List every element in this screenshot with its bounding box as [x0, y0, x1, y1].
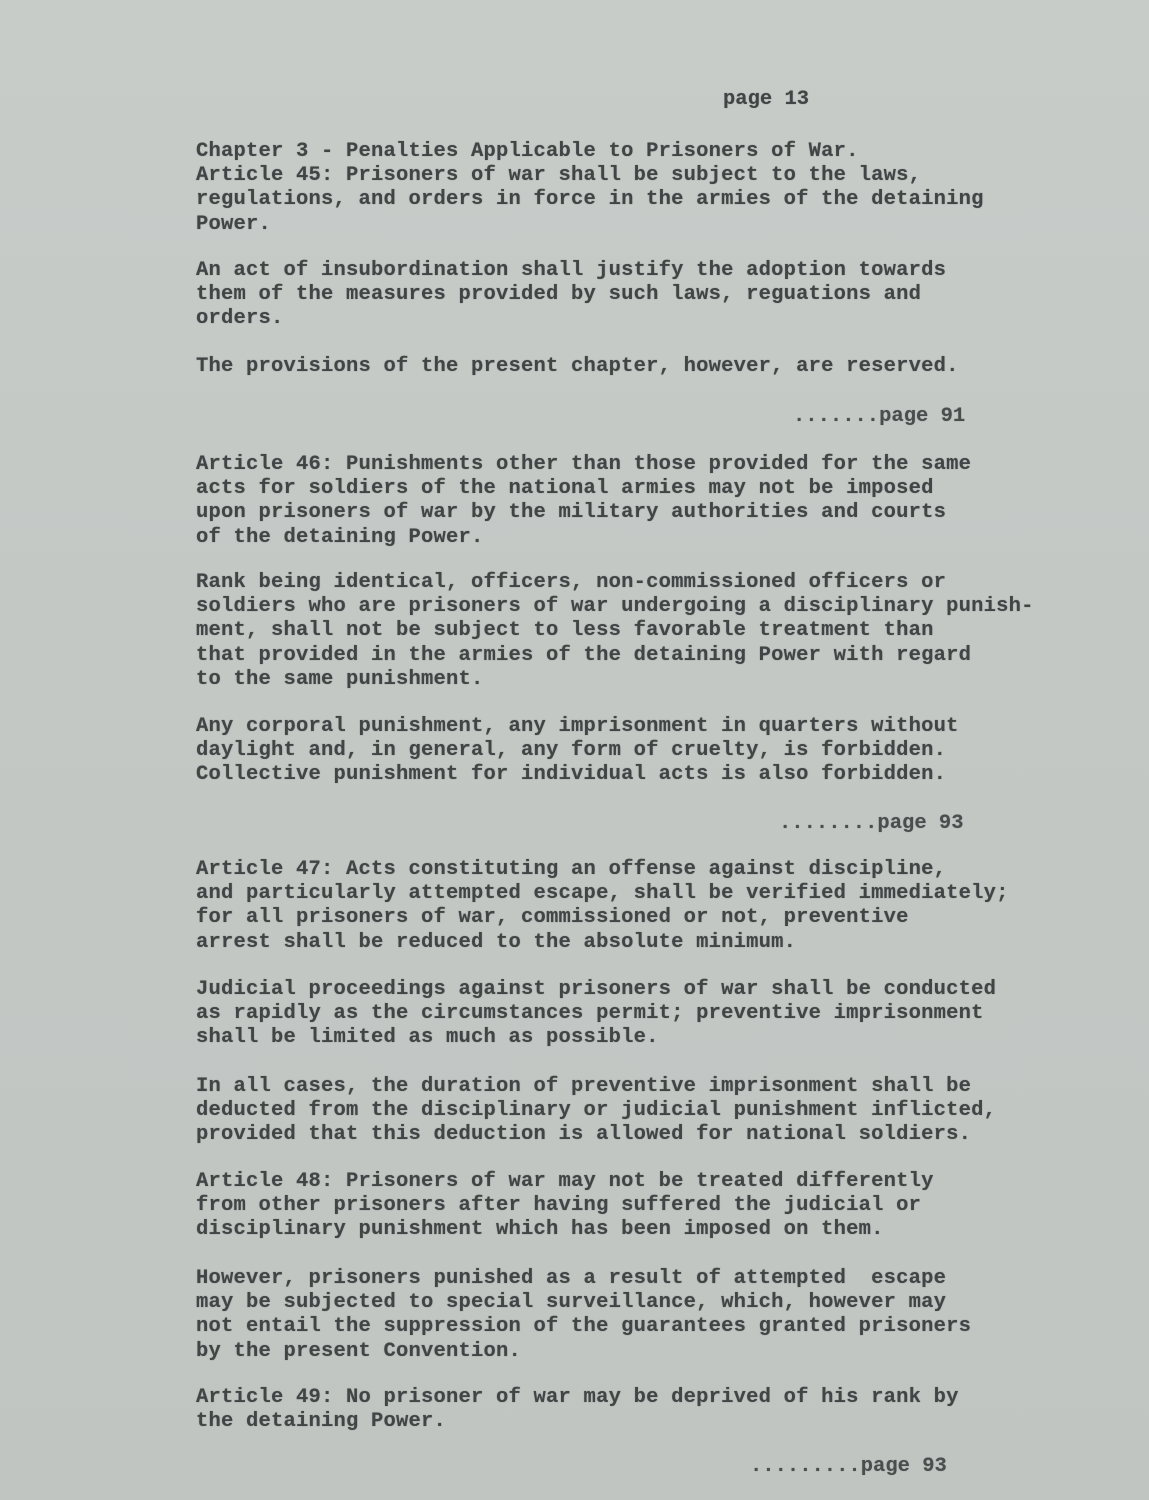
page-reference-93-first: ........page 93 — [779, 812, 964, 835]
preventive-imprisonment-paragraph: In all cases, the duration of preventive imprisonment shall be deducted from the disciplinary or judicial punishment inflicted, provided that this deduction is allowed for national soldiers. — [196, 1075, 997, 1147]
provisions-reserved-paragraph: The provisions of the present chapter, however, are reserved. — [196, 355, 959, 378]
article-49-paragraph: Article 49: No prisoner of war may be deprived of his rank by the detaining Power. — [196, 1386, 959, 1434]
page-reference-91: .......page 91 — [793, 405, 966, 428]
page-reference-93-second: .........page 93 — [750, 1455, 947, 1478]
article-46-paragraph: Article 46: Punishments other than those provided for the same acts for soldiers of the national armies may not be imposed upon prisoners of war by the military authorities and courts of the detaining Power. — [196, 453, 972, 549]
rank-identical-paragraph: Rank being identical, officers, non-commissioned officers or soldiers who are prisoners of war undergoing a disciplinary punish- ment, shall not be subject to less favorable treatment than that provided in the armies of the detaining Power with regard to the same punishment. — [196, 571, 1034, 691]
corporal-punishment-paragraph: Any corporal punishment, any imprisonment in quarters without daylight and, in general, any form of cruelty, is forbidden. Collective punishment for individual acts is also forbidden. — [196, 715, 959, 787]
chapter-3-article-45-paragraph: Chapter 3 - Penalties Applicable to Prisoners of War. Article 45: Prisoners of war shall be subject to the laws, regulations, and orders in force in the armies of the detaining Power. — [196, 140, 984, 236]
attempted-escape-paragraph: However, prisoners punished as a result of attempted escape may be subjected to special surveillance, which, however may not entail the suppression of the guarantees granted prisoners by the present Convention. — [196, 1267, 972, 1363]
article-47-paragraph: Article 47: Acts constituting an offense against discipline, and particularly attempted escape, shall be verified immediately; for all prisoners of war, commissioned or not, preventive arrest shall be reduced to the absolute minimum. — [196, 858, 1009, 954]
judicial-proceedings-paragraph: Judicial proceedings against prisoners of war shall be conducted as rapidly as the circumstances permit; preventive imprisonment shall be limited as much as possible. — [196, 978, 997, 1050]
article-48-paragraph: Article 48: Prisoners of war may not be treated differently from other prisoners after having suffered the judicial or disciplinary punishment which has been imposed on them. — [196, 1170, 934, 1242]
page-number: page 13 — [723, 88, 810, 111]
insubordination-paragraph: An act of insubordination shall justify the adoption towards them of the measures provided by such laws, reguations and orders. — [196, 259, 947, 331]
